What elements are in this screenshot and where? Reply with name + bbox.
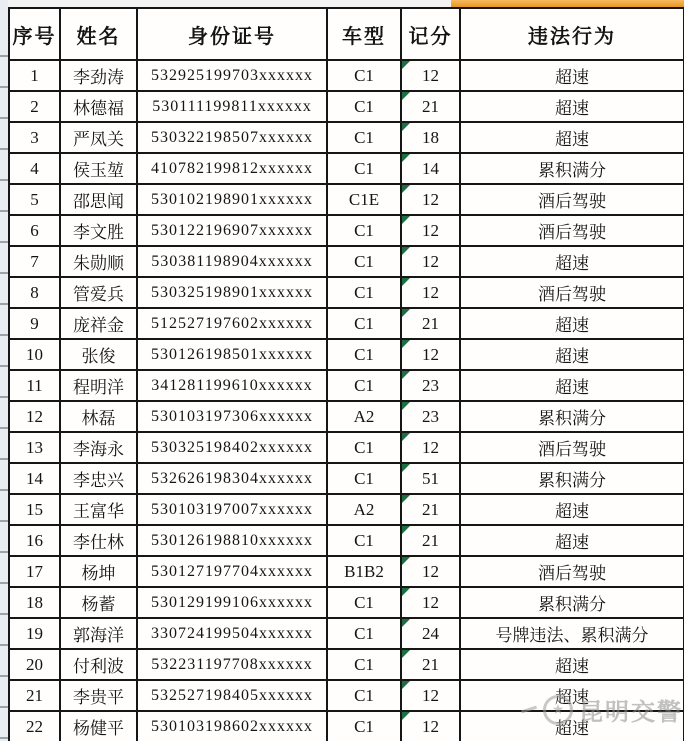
cell-no: 6 — [9, 215, 60, 246]
cell-name: 朱勋顺 — [60, 246, 137, 277]
table-row — [9, 618, 684, 649]
cell-no: 19 — [9, 618, 60, 649]
cell-name: 林德福 — [60, 91, 137, 122]
cell-no: 20 — [9, 649, 60, 680]
table-row — [9, 122, 684, 153]
excel-error-triangle-icon — [402, 712, 410, 720]
cell-vehicle-type: C1 — [327, 525, 401, 556]
cell-id-number: 512527197602xxxxxx — [137, 308, 327, 339]
cell-points — [401, 277, 460, 308]
cell-no: 2 — [9, 91, 60, 122]
cell-no: 13 — [9, 432, 60, 463]
cell-points — [401, 122, 460, 153]
watermark-text: 昆明交警 — [579, 700, 683, 726]
table-row — [9, 277, 684, 308]
cell-name: 李贵平 — [60, 680, 137, 711]
cell-points — [401, 215, 460, 246]
table-row — [9, 339, 684, 370]
points-value: 12 — [422, 220, 439, 240]
cell-vehicle-type: A2 — [327, 401, 401, 432]
cell-vehicle-type: C1 — [327, 339, 401, 370]
table-row — [9, 649, 684, 680]
cell-points — [401, 680, 460, 711]
cell-no: 17 — [9, 556, 60, 587]
points-value: 23 — [422, 375, 439, 395]
cell-no: 4 — [9, 153, 60, 184]
cell-id-number: 532925199703xxxxxx — [137, 60, 327, 91]
cell-points — [401, 711, 460, 741]
points-value: 23 — [422, 406, 439, 426]
excel-error-triangle-icon — [402, 650, 410, 658]
cell-points — [401, 525, 460, 556]
cell-name: 侯玉堃 — [60, 153, 137, 184]
cell-name: 林磊 — [60, 401, 137, 432]
cell-id-number: 530381198904xxxxxx — [137, 246, 327, 277]
cell-violation: 累积满分 — [460, 587, 684, 618]
cell-no: 5 — [9, 184, 60, 215]
excel-error-triangle-icon — [402, 681, 410, 689]
cell-violation: 超速 — [460, 649, 684, 680]
excel-error-triangle-icon — [402, 185, 410, 193]
cell-violation: 超速 — [460, 494, 684, 525]
cell-name: 严凤关 — [60, 122, 137, 153]
points-value: 21 — [422, 499, 439, 519]
table-row — [9, 494, 684, 525]
cell-no: 16 — [9, 525, 60, 556]
points-value: 21 — [422, 313, 439, 333]
cell-points — [401, 401, 460, 432]
excel-error-triangle-icon — [402, 464, 410, 472]
cell-name: 庞祥金 — [60, 308, 137, 339]
excel-error-triangle-icon — [402, 371, 410, 379]
cell-vehicle-type: C1 — [327, 122, 401, 153]
cell-name: 管爱兵 — [60, 277, 137, 308]
cell-name: 李文胜 — [60, 215, 137, 246]
table-row — [9, 246, 684, 277]
table-row — [9, 370, 684, 401]
excel-error-triangle-icon — [402, 247, 410, 255]
excel-error-triangle-icon — [402, 309, 410, 317]
cell-id-number: 530322198507xxxxxx — [137, 122, 327, 153]
cell-id-number: 532231197708xxxxxx — [137, 649, 327, 680]
cell-vehicle-type: C1 — [327, 432, 401, 463]
cell-violation: 超速 — [460, 91, 684, 122]
cell-points — [401, 184, 460, 215]
points-value: 14 — [422, 158, 439, 178]
cell-points — [401, 308, 460, 339]
cell-violation: 酒后驾驶 — [460, 277, 684, 308]
cell-no: 15 — [9, 494, 60, 525]
header-row — [9, 8, 684, 60]
cell-points — [401, 649, 460, 680]
excel-error-triangle-icon — [402, 588, 410, 596]
table-row — [9, 184, 684, 215]
cell-vehicle-type: C1 — [327, 711, 401, 741]
cell-id-number: 330724199504xxxxxx — [137, 618, 327, 649]
cell-points — [401, 463, 460, 494]
cell-violation: 超速 — [460, 711, 684, 741]
cell-id-number: 530103197306xxxxxx — [137, 401, 327, 432]
cell-name: 李劲涛 — [60, 60, 137, 91]
cell-violation: 超速 — [460, 246, 684, 277]
police-badge-icon: ★ — [543, 695, 573, 725]
header-cell-no: 序号 — [9, 8, 60, 60]
excel-error-triangle-icon — [402, 278, 410, 286]
cell-violation: 超速 — [460, 60, 684, 91]
cell-violation: 超速 — [460, 370, 684, 401]
cell-no: 9 — [9, 308, 60, 339]
points-value: 12 — [422, 344, 439, 364]
cell-vehicle-type: C1 — [327, 680, 401, 711]
cell-id-number: 410782199812xxxxxx — [137, 153, 327, 184]
points-value: 12 — [422, 65, 439, 85]
points-value: 12 — [422, 282, 439, 302]
cell-vehicle-type: C1 — [327, 587, 401, 618]
cell-points — [401, 587, 460, 618]
cell-vehicle-type: A2 — [327, 494, 401, 525]
points-value: 12 — [422, 251, 439, 271]
excel-error-triangle-icon — [402, 340, 410, 348]
table-row — [9, 401, 684, 432]
cell-vehicle-type: C1 — [327, 463, 401, 494]
excel-error-triangle-icon — [402, 557, 410, 565]
table-row — [9, 463, 684, 494]
excel-error-triangle-icon — [402, 619, 410, 627]
cell-no: 3 — [9, 122, 60, 153]
points-value: 12 — [422, 592, 439, 612]
table-header — [9, 8, 684, 60]
cell-no: 14 — [9, 463, 60, 494]
cell-points — [401, 246, 460, 277]
cell-violation: 累积满分 — [460, 401, 684, 432]
excel-error-triangle-icon — [402, 92, 410, 100]
cell-vehicle-type: C1E — [327, 184, 401, 215]
points-value: 18 — [422, 127, 439, 147]
cell-violation: 超速 — [460, 122, 684, 153]
points-value: 21 — [422, 96, 439, 116]
excel-error-triangle-icon — [402, 433, 410, 441]
points-value: 12 — [422, 685, 439, 705]
header-cell-vehicle: 车型 — [327, 8, 401, 60]
table-row — [9, 556, 684, 587]
cell-id-number: 530129199106xxxxxx — [137, 587, 327, 618]
cell-name: 王富华 — [60, 494, 137, 525]
cell-id-number: 530103197007xxxxxx — [137, 494, 327, 525]
cell-no: 11 — [9, 370, 60, 401]
cell-name: 杨蓄 — [60, 587, 137, 618]
cell-violation: 累积满分 — [460, 153, 684, 184]
cell-points — [401, 618, 460, 649]
cell-violation: 超速 — [460, 680, 684, 711]
header-cell-points: 记分 — [401, 8, 460, 60]
cell-no: 21 — [9, 680, 60, 711]
cell-violation: 号牌违法、累积满分 — [460, 618, 684, 649]
table-row — [9, 60, 684, 91]
cell-id-number: 530103198602xxxxxx — [137, 711, 327, 741]
table-row — [9, 308, 684, 339]
cell-vehicle-type: C1 — [327, 618, 401, 649]
cell-name: 邵思闻 — [60, 184, 137, 215]
cell-violation: 超速 — [460, 308, 684, 339]
cell-violation: 酒后驾驶 — [460, 556, 684, 587]
excel-error-triangle-icon — [402, 61, 410, 69]
cell-vehicle-type: C1 — [327, 308, 401, 339]
cell-vehicle-type: B1B2 — [327, 556, 401, 587]
cell-name: 李仕林 — [60, 525, 137, 556]
cell-no: 18 — [9, 587, 60, 618]
points-value: 51 — [422, 468, 439, 488]
table-row — [9, 525, 684, 556]
excel-error-triangle-icon — [402, 154, 410, 162]
cell-points — [401, 91, 460, 122]
cell-no: 22 — [9, 711, 60, 741]
cell-name: 李海永 — [60, 432, 137, 463]
points-value: 24 — [422, 623, 439, 643]
cell-vehicle-type: C1 — [327, 370, 401, 401]
points-value: 12 — [422, 189, 439, 209]
cell-id-number: 530127197704xxxxxx — [137, 556, 327, 587]
cell-points — [401, 432, 460, 463]
table-row — [9, 711, 684, 741]
table-row — [9, 432, 684, 463]
excel-error-triangle-icon — [402, 402, 410, 410]
excel-error-triangle-icon — [402, 495, 410, 503]
points-value: 12 — [422, 561, 439, 581]
cell-no: 1 — [9, 60, 60, 91]
cell-vehicle-type: C1 — [327, 277, 401, 308]
cell-violation: 酒后驾驶 — [460, 432, 684, 463]
points-value: 12 — [422, 437, 439, 457]
cell-id-number: 530325198901xxxxxx — [137, 277, 327, 308]
cell-points — [401, 494, 460, 525]
table-row — [9, 153, 684, 184]
cell-name: 程明洋 — [60, 370, 137, 401]
table-row — [9, 587, 684, 618]
cell-id-number: 530122196907xxxxxx — [137, 215, 327, 246]
points-value: 12 — [422, 716, 439, 736]
cell-vehicle-type: C1 — [327, 91, 401, 122]
violations-table — [8, 7, 684, 741]
cell-name: 张俊 — [60, 339, 137, 370]
cell-name: 付利波 — [60, 649, 137, 680]
cell-id-number: 530102198901xxxxxx — [137, 184, 327, 215]
cell-points — [401, 153, 460, 184]
cell-no: 10 — [9, 339, 60, 370]
cell-vehicle-type: C1 — [327, 649, 401, 680]
cell-id-number: 530325198402xxxxxx — [137, 432, 327, 463]
cell-vehicle-type: C1 — [327, 215, 401, 246]
cell-points — [401, 339, 460, 370]
table-row — [9, 680, 684, 711]
cell-violation: 酒后驾驶 — [460, 215, 684, 246]
header-cell-name: 姓名 — [60, 8, 137, 60]
cell-id-number: 532527198405xxxxxx — [137, 680, 327, 711]
cell-violation: 酒后驾驶 — [460, 184, 684, 215]
cell-id-number: 530126198501xxxxxx — [137, 339, 327, 370]
cell-violation: 超速 — [460, 525, 684, 556]
cell-vehicle-type: C1 — [327, 153, 401, 184]
table-row — [9, 91, 684, 122]
cell-id-number: 530126198810xxxxxx — [137, 525, 327, 556]
header-cell-violation: 违法行为 — [460, 8, 684, 60]
cell-id-number: 530111199811xxxxxx — [137, 91, 327, 122]
cell-no: 12 — [9, 401, 60, 432]
cell-no: 7 — [9, 246, 60, 277]
points-value: 21 — [422, 530, 439, 550]
cell-points — [401, 370, 460, 401]
cell-violation: 超速 — [460, 339, 684, 370]
cell-name: 李忠兴 — [60, 463, 137, 494]
table-row — [9, 215, 684, 246]
cell-points — [401, 60, 460, 91]
cell-no: 8 — [9, 277, 60, 308]
cell-vehicle-type: C1 — [327, 246, 401, 277]
cell-points — [401, 556, 460, 587]
cell-vehicle-type: C1 — [327, 60, 401, 91]
cell-id-number: 532626198304xxxxxx — [137, 463, 327, 494]
cell-violation: 累积满分 — [460, 463, 684, 494]
left-gutter — [0, 0, 8, 741]
excel-error-triangle-icon — [402, 216, 410, 224]
cell-id-number: 341281199610xxxxxx — [137, 370, 327, 401]
excel-error-triangle-icon — [402, 123, 410, 131]
header-cell-id-number: 身份证号 — [137, 8, 327, 60]
cell-name: 杨坤 — [60, 556, 137, 587]
excel-error-triangle-icon — [402, 526, 410, 534]
cell-name: 郭海洋 — [60, 618, 137, 649]
points-value: 21 — [422, 654, 439, 674]
cell-name: 杨健平 — [60, 711, 137, 741]
table-body — [9, 60, 684, 741]
